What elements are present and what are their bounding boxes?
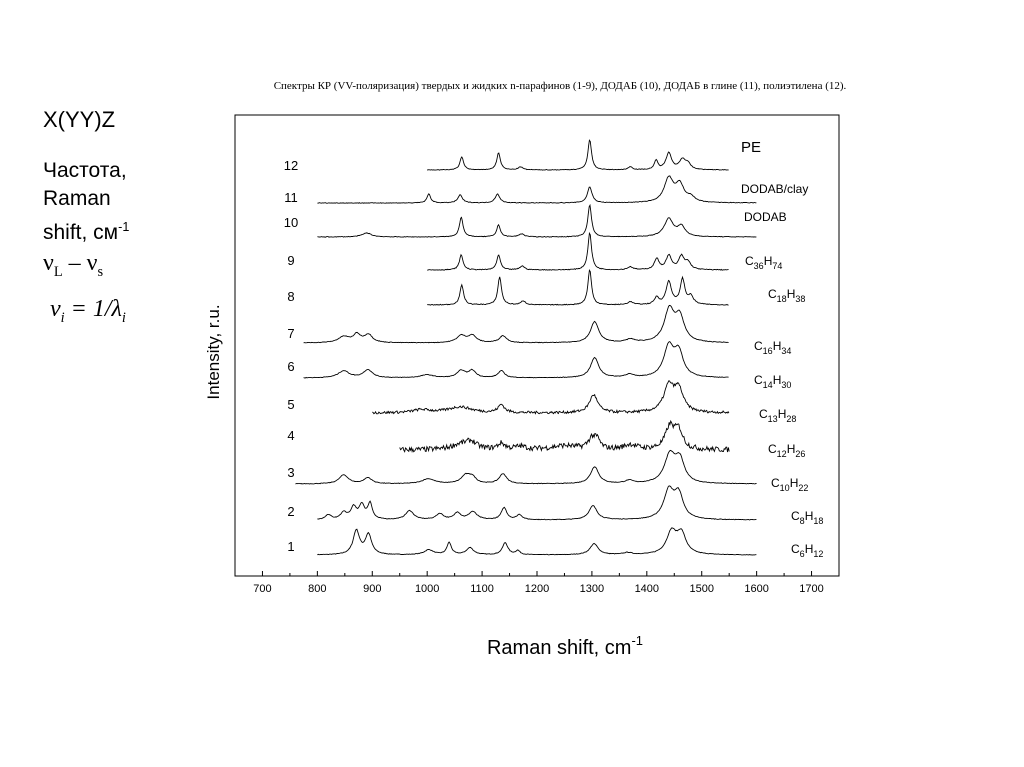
spectrum-label-part: 26 <box>795 449 806 459</box>
spectrum-label-part: 12 <box>813 549 824 559</box>
spectrum-label-9 <box>745 254 782 271</box>
frequency-note-unit-exponent: -1 <box>118 220 130 234</box>
spectrum-label-part: H <box>777 407 787 421</box>
spectrum-label-part: 13 <box>767 414 778 424</box>
minus-nu-scattered: – ν <box>62 250 98 276</box>
spectrum-label-8 <box>768 287 805 304</box>
spectrum-number-10: 10 <box>283 215 299 230</box>
spectrum-number-3: 3 <box>287 465 295 480</box>
spectrum-label-part: 30 <box>781 380 792 390</box>
spectrum-label-3 <box>771 476 808 493</box>
spectrum-label-part: C <box>754 339 763 353</box>
x-tick-label: 1600 <box>744 583 769 595</box>
frequency-note-line1: Частота, <box>43 159 127 182</box>
spectrum-number-2: 2 <box>287 504 295 519</box>
spectrum-label-part: C <box>745 254 754 268</box>
spectrum-label-part: C <box>759 407 768 421</box>
x-tick-label: 700 <box>253 583 272 595</box>
spectrum-label-part: C <box>771 476 780 490</box>
spectrum-line-9 <box>427 233 728 270</box>
spectrum-number-5: 5 <box>287 397 295 412</box>
spectrum-label-12: PE <box>741 139 762 156</box>
x-tick-label: 1100 <box>470 583 494 595</box>
y-axis-label: Intensity, r.u. <box>204 304 223 400</box>
spectrum-line-10 <box>317 205 756 237</box>
lambda-subscript: i <box>121 309 126 326</box>
spectrum-line-4 <box>400 421 730 452</box>
spectra-series <box>284 139 824 559</box>
x-tick-label: 1700 <box>799 583 824 595</box>
frequency-note-line2: Raman <box>43 187 111 210</box>
spectrum-label-part: 28 <box>786 414 797 424</box>
frequency-note-unit: shift, см <box>43 221 119 244</box>
spectrum-label-part: C <box>768 442 777 456</box>
spectrum-label-2 <box>791 509 823 526</box>
spectrum-label-part: 34 <box>781 346 792 356</box>
spectrum-label-6 <box>754 373 791 390</box>
spectrum-label-part: C <box>768 287 777 301</box>
spectrum-label-part: H <box>789 476 799 490</box>
spectrum-label-part: 14 <box>762 380 773 390</box>
spectrum-label-part: H <box>786 287 796 301</box>
x-axis-ticks <box>253 571 824 595</box>
spectrum-line-7 <box>304 305 729 343</box>
x-tick-label: 1200 <box>524 583 550 595</box>
spectrum-label-part: H <box>763 254 773 268</box>
spectrum-label-part: 10 <box>779 483 790 493</box>
spectrum-label-part: 22 <box>798 483 809 493</box>
spectrum-label-part: 6 <box>799 549 805 559</box>
spectrum-label-part: 18 <box>813 516 824 526</box>
spectrum-label-part: 8 <box>799 516 805 526</box>
spectrum-label-11: DODAB/clay <box>741 182 809 196</box>
spectrum-label-part: H <box>804 542 814 556</box>
x-tick-label: 900 <box>363 583 382 595</box>
spectrum-label-7 <box>754 339 791 356</box>
spectrum-label-part: 18 <box>776 294 787 304</box>
spectrum-label-part: 12 <box>776 449 787 459</box>
spectrum-number-8: 8 <box>287 289 295 304</box>
equals-one-over-lambda: = 1/λ <box>64 296 122 322</box>
nu-i-subscript: i <box>60 309 65 326</box>
spectrum-line-5 <box>372 381 729 414</box>
spectrum-label-4 <box>768 442 805 459</box>
spectrum-label-part: 38 <box>795 294 806 304</box>
spectrum-label-part: H <box>772 339 782 353</box>
scattered-subscript: s <box>97 263 104 280</box>
spectrum-line-8 <box>427 270 728 305</box>
spectrum-label-1 <box>791 542 823 559</box>
spectrum-line-1 <box>317 528 756 555</box>
figure-caption: Спектры КР (VV-поляризация) твердых и жидких n-парафинов (1-9), ДОДАБ (10), ДОДАБ в глине (11), полиэтилена (12). <box>273 80 847 92</box>
x-tick-label: 800 <box>308 583 327 595</box>
spectrum-line-2 <box>317 486 756 520</box>
spectrum-number-11: 11 <box>284 190 298 205</box>
spectrum-line-12 <box>427 140 728 170</box>
spectrum-line-11 <box>317 176 756 203</box>
x-tick-label: 1000 <box>414 583 440 595</box>
x-tick-label: 1300 <box>579 583 605 595</box>
x-axis-label <box>487 633 643 659</box>
spectrum-number-1: 1 <box>287 539 295 554</box>
x-tick-label: 1400 <box>634 583 660 595</box>
spectrum-label-10: DODAB <box>744 210 787 224</box>
spectrum-label-part: 16 <box>762 346 773 356</box>
spectrum-number-7: 7 <box>287 326 295 341</box>
x-axis-label-text: Raman shift, cm <box>486 637 632 659</box>
spectrum-label-part: 36 <box>753 261 764 271</box>
spectrum-line-3 <box>295 450 756 484</box>
nu-i-symbol: ν <box>50 296 61 322</box>
spectrum-label-part: 74 <box>772 261 783 271</box>
spectrum-label-part: C <box>791 542 800 556</box>
spectrum-label-part: H <box>804 509 814 523</box>
spectrum-number-9: 9 <box>287 253 295 268</box>
spectrum-label-part: C <box>791 509 800 523</box>
spectrum-number-12: 12 <box>283 158 299 173</box>
spectrum-label-5 <box>759 407 796 424</box>
spectrum-number-6: 6 <box>287 359 295 374</box>
spectrum-line-6 <box>304 342 729 378</box>
spectrum-label-part: H <box>786 442 796 456</box>
spectrum-label-part: C <box>754 373 763 387</box>
nu-laser-symbol: ν <box>43 250 54 276</box>
x-tick-label: 1500 <box>689 583 714 595</box>
laser-subscript: L <box>53 263 63 280</box>
scattering-geometry-label: X(YY)Z <box>43 107 116 132</box>
spectrum-label-part: H <box>772 373 782 387</box>
x-axis-label-exponent: -1 <box>631 633 644 648</box>
spectrum-number-4: 4 <box>287 428 295 443</box>
